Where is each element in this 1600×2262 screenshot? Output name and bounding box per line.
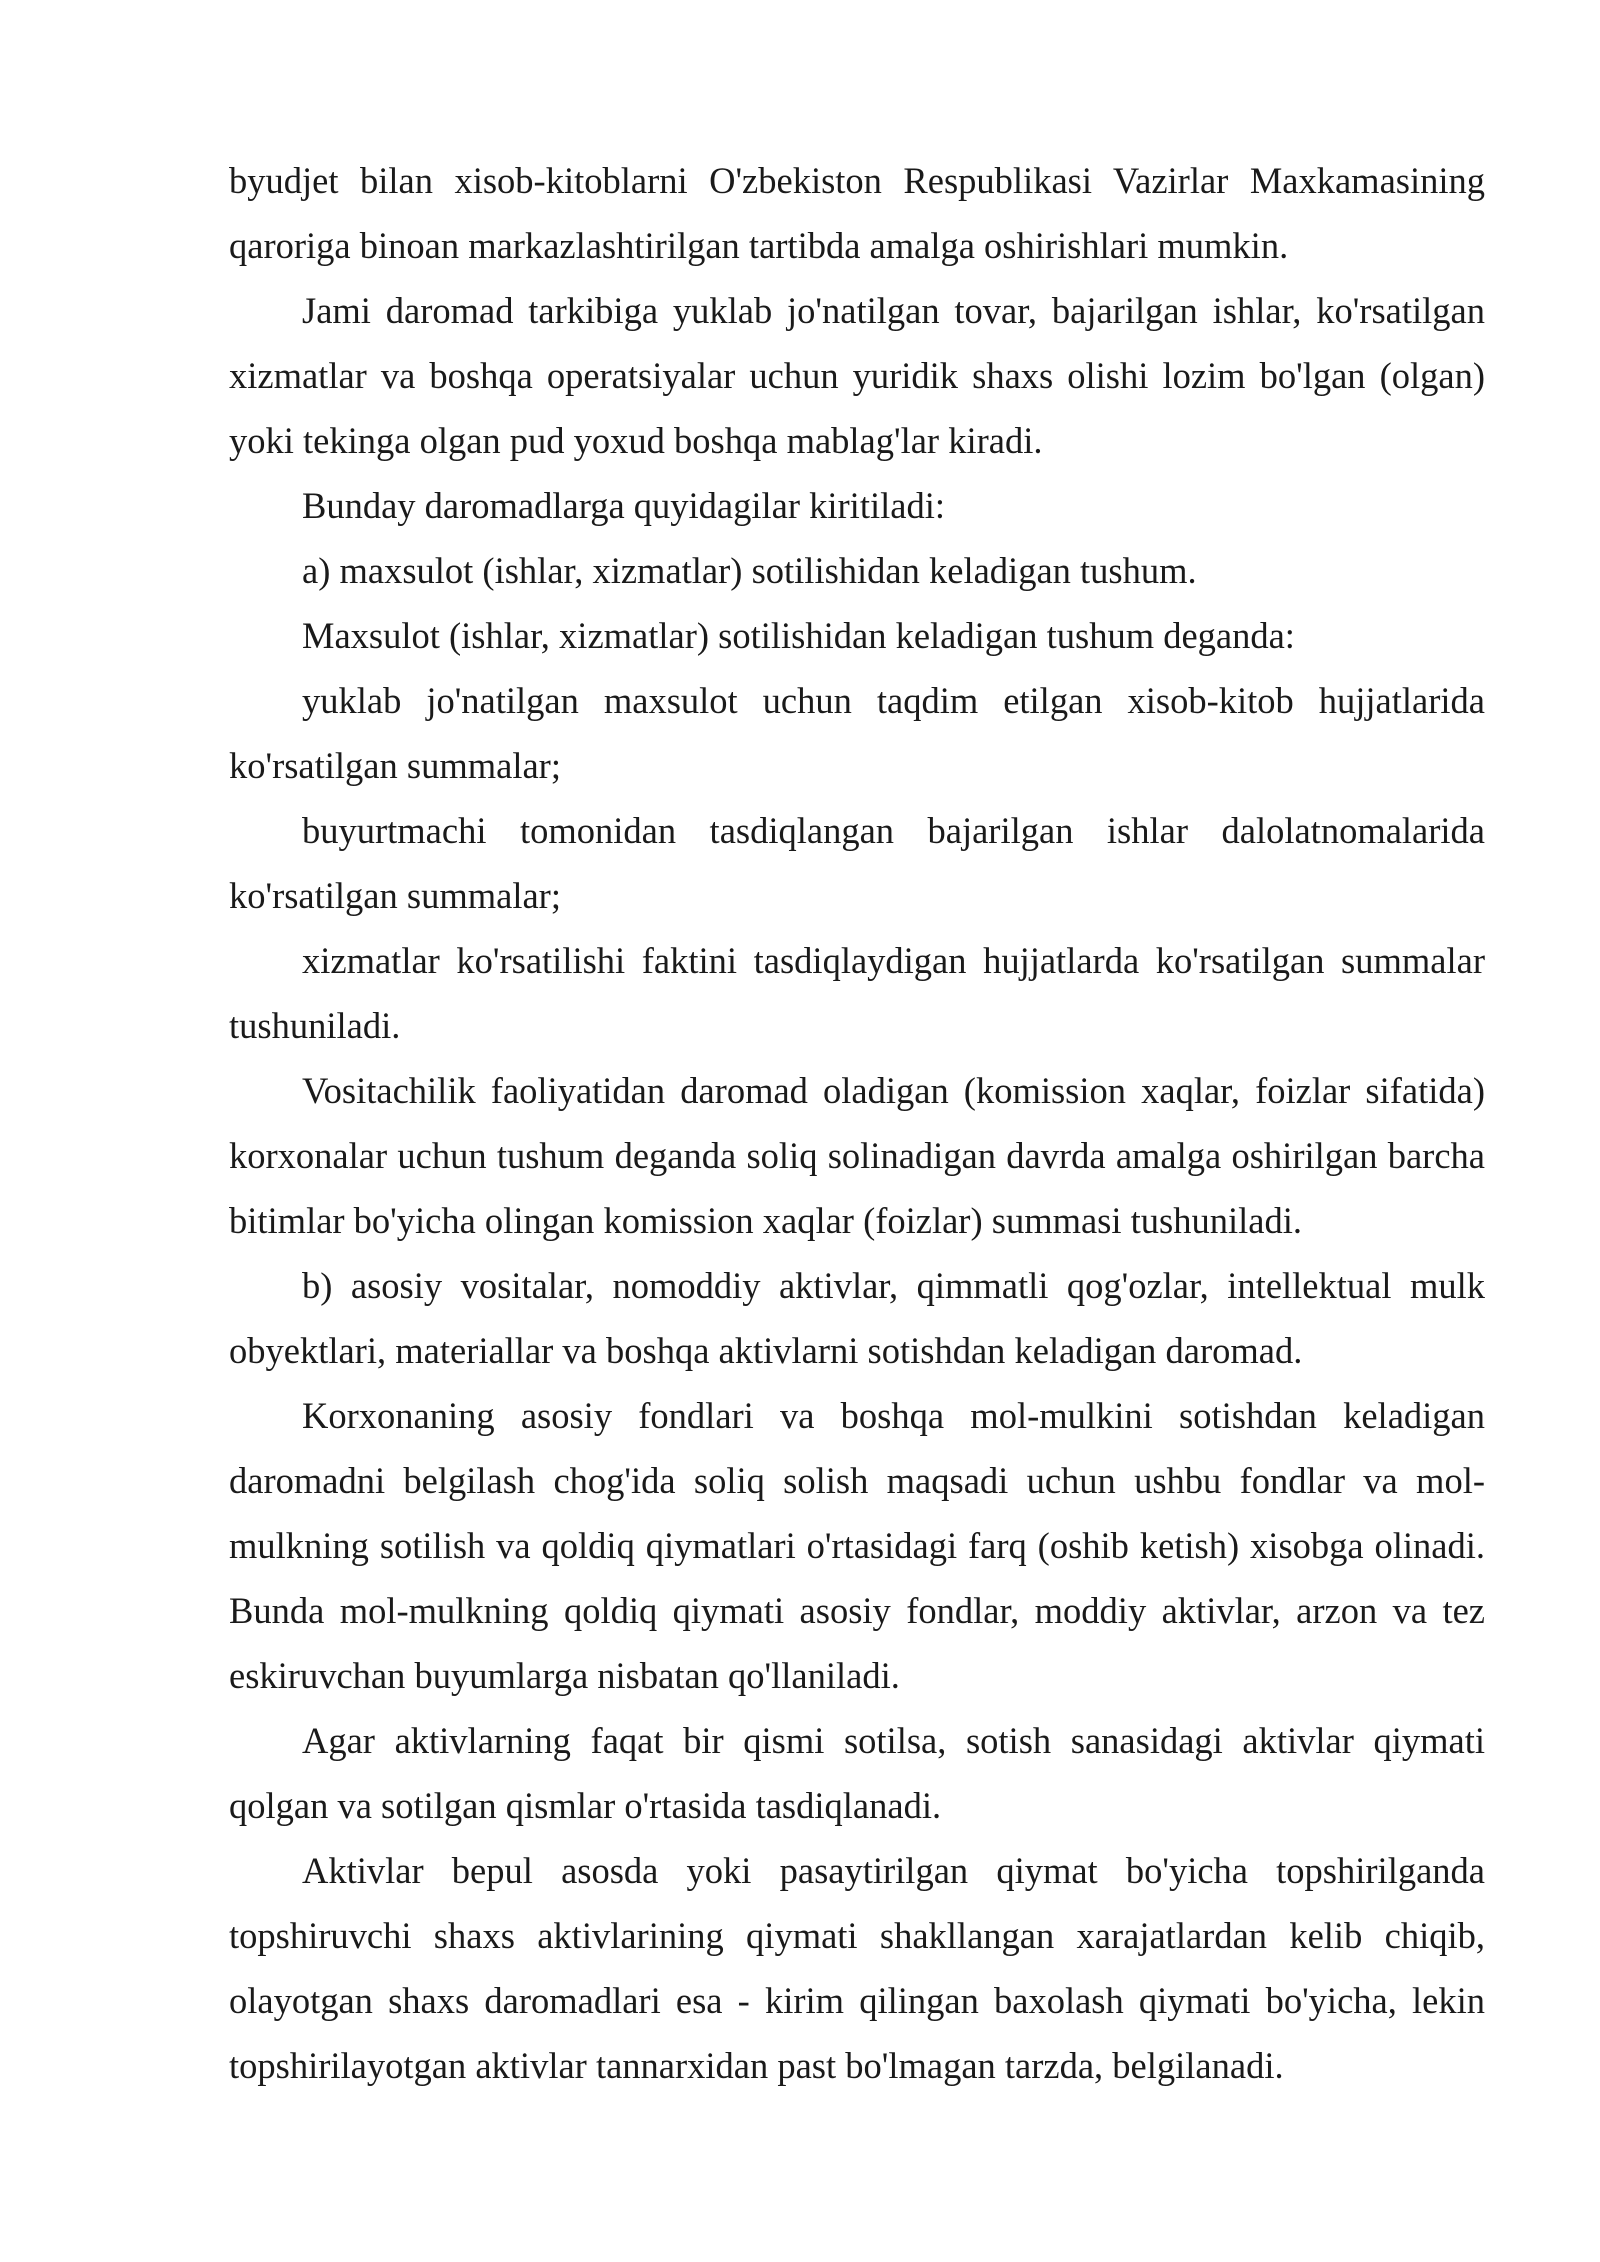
- paragraph-1: byudjet bilan xisob-kitoblarni O'zbekiston Respublikasi Vazirlar Maxkamasining qaroriga binoan markazlashtirilgan tartibda amalga oshirishlari mumkin.: [229, 160, 1485, 266]
- document-page: [229, 148, 1485, 2098]
- paragraph-11: Korxonaning asosiy fondlari va boshqa mol-mulkini sotishdan keladigan daromadni belgilash chog'ida soliq solish maqsadi uchun ushbu fondlar va mol-mulkning sotilish va qoldiq qiymatlari o'rtasidagi farq (oshib ketish) xisobga olinadi. Bunda mol-mulkning qoldiq qiymati asosiy fondlar, moddiy aktivlar, arzon va tez eskiruvchan buyumlarga nisbatan qo'llaniladi.: [229, 1395, 1485, 1696]
- paragraph-4: a) maxsulot (ishlar, xizmatlar) sotilishidan keladigan tushum.: [302, 550, 1197, 591]
- paragraph-9: Vositachilik faoliyatidan daromad oladigan (komission xaqlar, foizlar sifatida) korxonalar uchun tushum deganda soliq solinadigan davrda amalga oshirilgan barcha bitimlar bo'yicha olingan komission xaqlar (foizlar) summasi tushuniladi.: [229, 1070, 1485, 1241]
- paragraph-13: Aktivlar bepul asosda yoki pasaytirilgan qiymat bo'yicha topshirilganda topshiruvchi shaxs aktivlarining qiymati shakllangan xarajatlardan kelib chiqib, olayotgan shaxs daromadlari esa - kirim qilingan baxolash qiymati bo'yicha, lekin topshirilayotgan aktivlar tannarxidan past bo'lmagan tarzda, belgilanadi.: [229, 1850, 1485, 2086]
- paragraph-10: b) asosiy vositalar, nomoddiy aktivlar, qimmatli qog'ozlar, intellektual mulk obyektlari, materiallar va boshqa aktivlarni sotishdan keladigan daromad.: [229, 1265, 1485, 1371]
- paragraph-2: Jami daromad tarkibiga yuklab jo'natilgan tovar, bajarilgan ishlar, ko'rsatilgan xizmatlar va boshqa operatsiyalar uchun yuridik shaxs olishi lozim bo'lgan (olgan) yoki tekinga olgan pud yoxud boshqa mablag'lar kiradi.: [229, 290, 1485, 461]
- paragraph-8: xizmatlar ko'rsatilishi faktini tasdiqlaydigan hujjatlarda ko'rsatilgan summalar tushuniladi.: [229, 940, 1485, 1046]
- paragraph-3: Bunday daromadlarga quyidagilar kiritiladi:: [302, 485, 945, 526]
- paragraph-7: buyurtmachi tomonidan tasdiqlangan bajarilgan ishlar dalolatnomalarida ko'rsatilgan summalar;: [229, 810, 1485, 916]
- paragraph-12: Agar aktivlarning faqat bir qismi sotilsa, sotish sanasidagi aktivlar qiymati qolgan va sotilgan qismlar o'rtasida tasdiqlanadi.: [229, 1720, 1485, 1826]
- paragraph-5: Maxsulot (ishlar, xizmatlar) sotilishidan keladigan tushum deganda:: [302, 615, 1295, 656]
- paragraph-6: yuklab jo'natilgan maxsulot uchun taqdim etilgan xisob-kitob hujjatlarida ko'rsatilgan summalar;: [229, 680, 1485, 786]
